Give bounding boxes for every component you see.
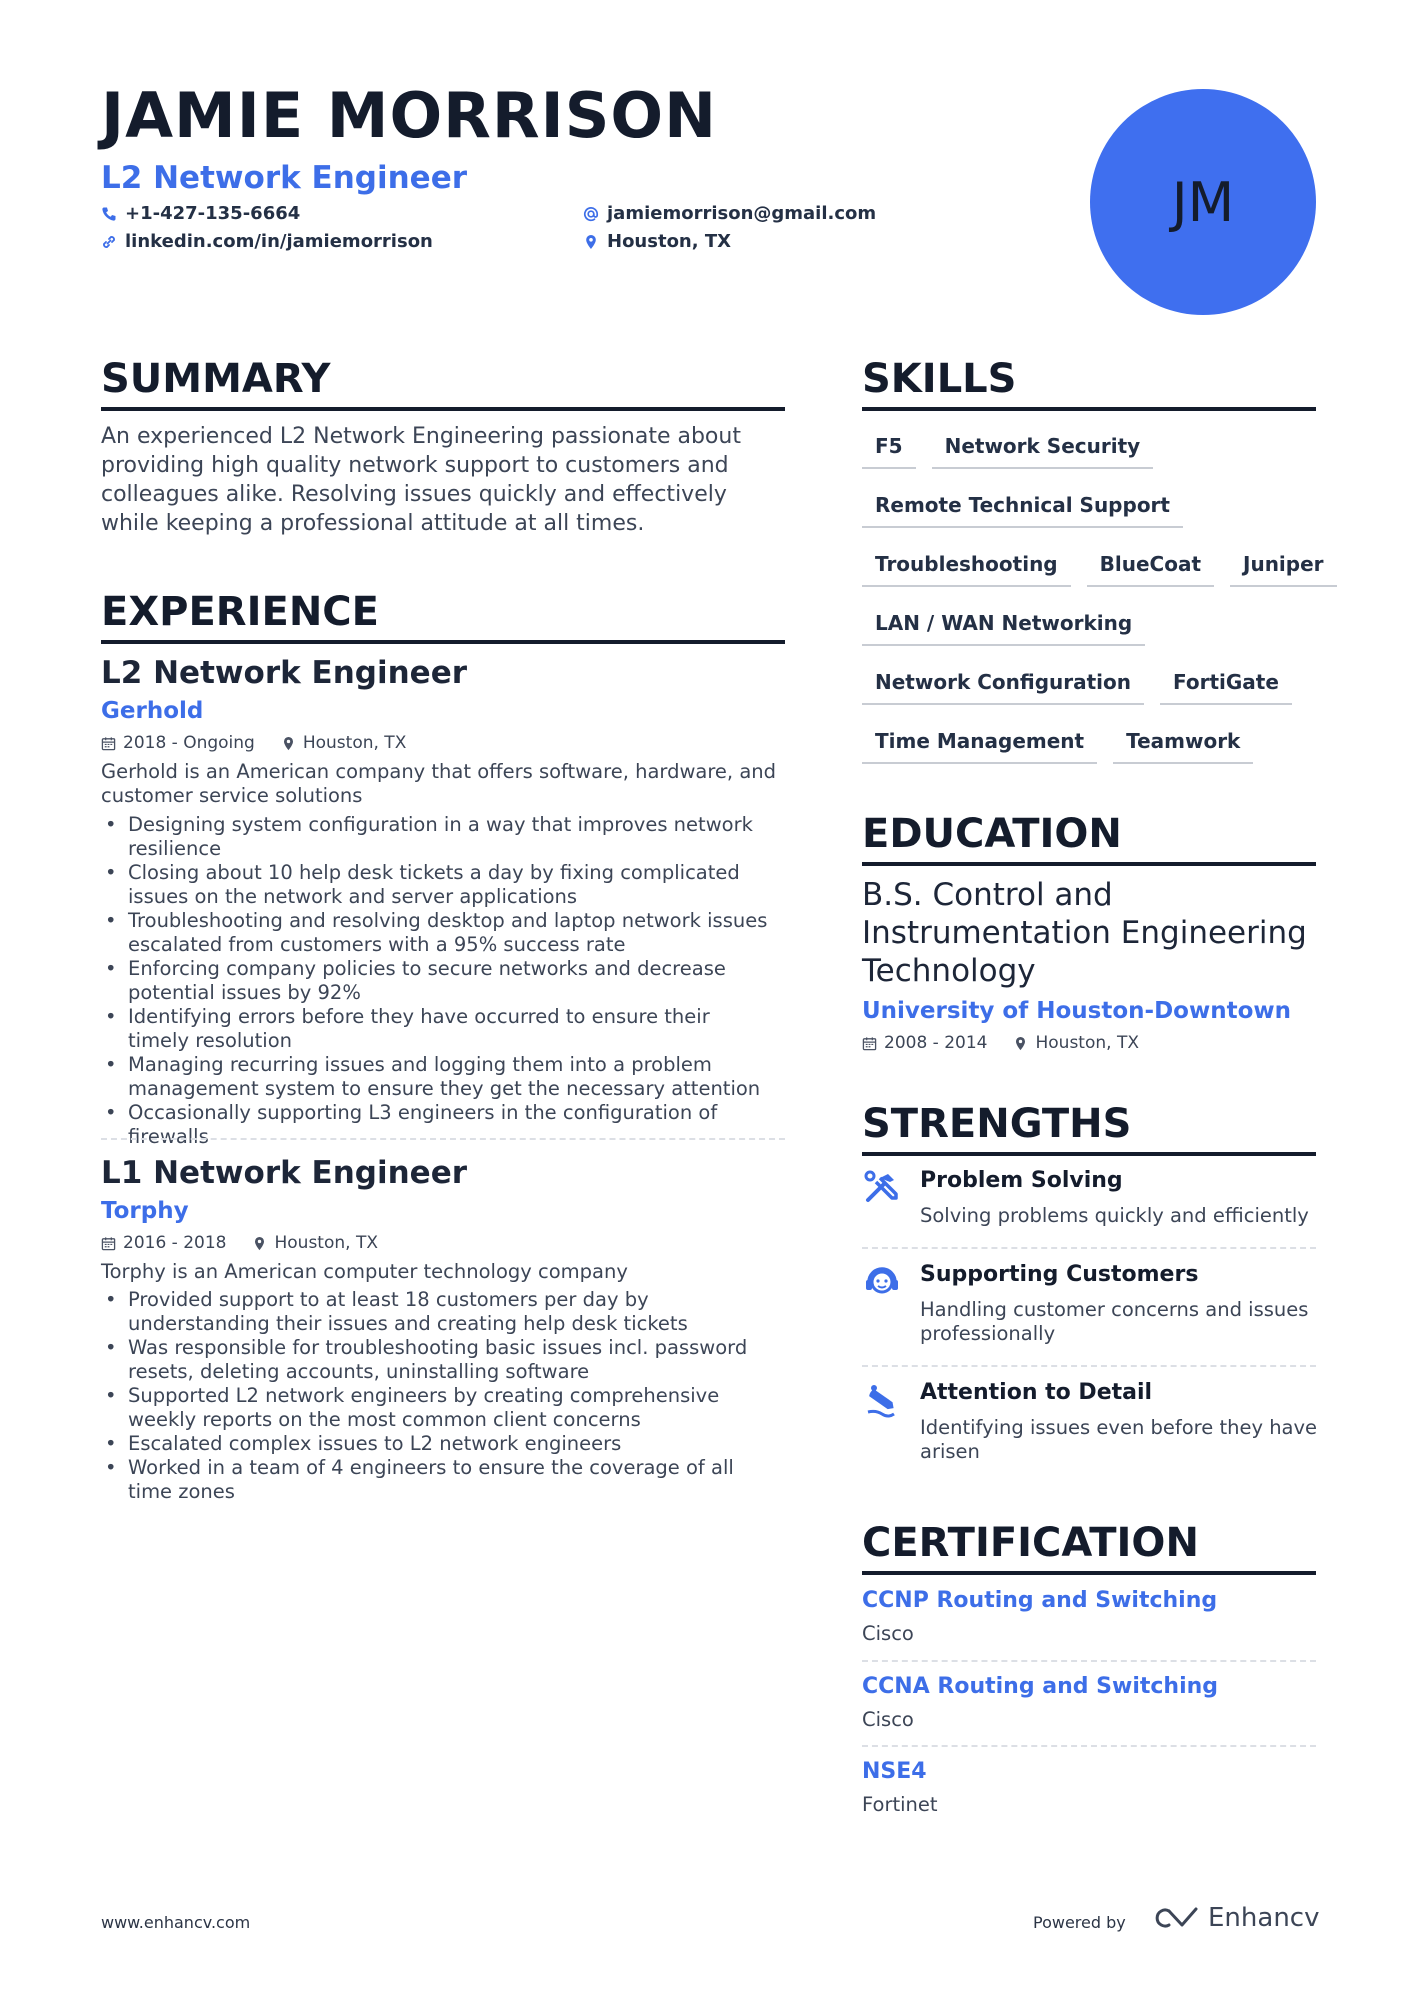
certification-issuer: Cisco <box>862 1708 914 1731</box>
skill-row <box>862 603 1322 662</box>
map-pin-icon <box>1013 1036 1028 1051</box>
education-dates-text: 2008 - 2014 <box>884 1033 988 1053</box>
company-name: Torphy <box>101 1198 189 1224</box>
brand-name: Enhancv <box>1208 1903 1320 1933</box>
email-text[interactable]: jamiemorrison@gmail.com <box>607 203 877 224</box>
strengths-heading: STRENGTHS <box>862 1102 1316 1156</box>
email-contact <box>583 203 876 224</box>
linkedin-text[interactable]: linkedin.com/in/jamiemorrison <box>125 231 433 252</box>
job-title: L2 Network Engineer <box>101 655 468 691</box>
job-location <box>252 1233 378 1253</box>
list-item: • Worked in a team of 4 engineers to ensure the coverage of all time zones <box>101 1456 771 1504</box>
education-heading: EDUCATION <box>862 812 1316 866</box>
job-location-text: Houston, TX <box>274 1233 378 1253</box>
job-location-text: Houston, TX <box>302 733 407 753</box>
at-icon <box>583 206 599 222</box>
website-link[interactable]: www.enhancv.com <box>101 1913 251 1932</box>
divider <box>101 1138 785 1140</box>
enhancv-logo-icon <box>1152 1905 1198 1931</box>
linkedin-contact <box>101 231 433 252</box>
degree-title: B.S. Control and Instrumentation Engineering Technology <box>862 877 1307 989</box>
skills-list <box>862 426 1322 780</box>
divider <box>862 1660 1316 1662</box>
phone-text[interactable]: +1-427-135-6664 <box>125 203 301 224</box>
location-contact <box>583 231 731 252</box>
education-location <box>1013 1033 1139 1053</box>
skill-row <box>862 544 1322 603</box>
skill-tag: F5 <box>862 426 916 469</box>
phone-icon <box>101 206 117 222</box>
calendar-icon <box>101 736 116 751</box>
skill-row <box>862 485 1322 544</box>
certification-issuer: Fortinet <box>862 1793 938 1816</box>
school-name: University of Houston-Downtown <box>862 998 1292 1024</box>
job-dates <box>101 733 255 753</box>
company-description: Torphy is an American computer technology company <box>101 1260 628 1283</box>
job-dates-text: 2016 - 2018 <box>123 1233 227 1253</box>
map-pin-icon <box>281 736 296 751</box>
job-dates <box>101 1233 226 1253</box>
avatar-initials: JM <box>1171 170 1235 234</box>
job-meta <box>101 733 406 753</box>
calendar-icon <box>101 1236 116 1251</box>
skill-tag: FortiGate <box>1160 662 1292 705</box>
skill-tag: Network Security <box>932 426 1154 469</box>
skill-tag: Teamwork <box>1113 721 1253 764</box>
company-name: Gerhold <box>101 698 204 724</box>
candidate-title: L2 Network Engineer <box>101 160 468 196</box>
list-item: • Closing about 10 help desk tickets a day by fixing complicated issues on the network and server applications <box>101 861 771 909</box>
skill-row <box>862 721 1322 780</box>
tools-icon <box>862 1168 902 1208</box>
list-item: • Provided support to at least 18 customers per day by understanding their issues and creating help desk tickets <box>101 1288 771 1336</box>
avatar <box>1090 89 1316 315</box>
list-item: • Was responsible for troubleshooting basic issues incl. password resets, deleting accounts, uninstalling software <box>101 1336 771 1384</box>
strength-title: Supporting Customers <box>920 1262 1199 1287</box>
skills-heading: SKILLS <box>862 357 1316 411</box>
skill-tag: Remote Technical Support <box>862 485 1183 528</box>
skill-tag: Time Management <box>862 721 1097 764</box>
candidate-name: JAMIE MORRISON <box>101 79 717 152</box>
summary-heading: SUMMARY <box>101 357 785 411</box>
education-meta <box>862 1033 1139 1053</box>
company-description: Gerhold is an American company that offers software, hardware, and customer service solutions <box>101 760 777 807</box>
skill-tag: LAN / WAN Networking <box>862 603 1145 646</box>
list-item: • Occasionally supporting L3 engineers in the configuration of firewalls <box>101 1101 771 1149</box>
certification-heading: CERTIFICATION <box>862 1521 1316 1575</box>
strength-description: Solving problems quickly and efficiently <box>920 1204 1309 1227</box>
list-item: • Supported L2 network engineers by creating comprehensive weekly reports on the most common client concerns <box>101 1384 771 1432</box>
strength-description: Handling customer concerns and issues professionally <box>920 1298 1309 1345</box>
map-pin-icon <box>583 234 599 250</box>
list-item: • Identifying errors before they have occurred to ensure their timely resolution <box>101 1005 771 1053</box>
list-item: • Escalated complex issues to L2 network engineers <box>101 1432 771 1456</box>
list-item: • Designing system configuration in a way that improves network resilience <box>101 813 771 861</box>
location-text: Houston, TX <box>607 231 732 252</box>
certification-name: NSE4 <box>862 1759 927 1784</box>
certification-name: CCNA Routing and Switching <box>862 1674 1219 1699</box>
skill-row <box>862 426 1322 485</box>
strength-description: Identifying issues even before they have arisen <box>920 1416 1318 1463</box>
headset-icon <box>862 1262 902 1302</box>
divider <box>862 1745 1316 1747</box>
experience-heading: EXPERIENCE <box>101 590 785 644</box>
bell-icon <box>862 1380 902 1420</box>
education-dates <box>862 1033 987 1053</box>
divider <box>862 1365 1316 1367</box>
powered-by-label: Powered by <box>1033 1913 1126 1932</box>
list-item: • Enforcing company policies to secure networks and decrease potential issues by 92% <box>101 957 771 1005</box>
summary-text: An experienced L2 Network Engineering passionate about providing high quality network support to customers and colleagues alike. Resolving issues quickly and effectively while keeping a professional attitude at all times. <box>101 424 741 536</box>
list-item: • Troubleshooting and resolving desktop and laptop network issues escalated from customers with a 95% success rate <box>101 909 771 957</box>
skill-tag: BlueCoat <box>1087 544 1214 587</box>
skill-tag: Juniper <box>1230 544 1337 587</box>
education-location-text: Houston, TX <box>1035 1033 1139 1053</box>
strength-title: Problem Solving <box>920 1168 1123 1193</box>
job-location <box>281 733 407 753</box>
job-title: L1 Network Engineer <box>101 1155 468 1191</box>
phone-contact <box>101 203 300 224</box>
calendar-icon <box>862 1036 877 1051</box>
strength-title: Attention to Detail <box>920 1380 1153 1405</box>
skill-tag: Network Configuration <box>862 662 1144 705</box>
job-meta <box>101 1233 378 1253</box>
certification-issuer: Cisco <box>862 1622 914 1645</box>
job-bullets <box>101 1288 771 1504</box>
job-bullets <box>101 813 771 1149</box>
certification-name: CCNP Routing and Switching <box>862 1588 1218 1613</box>
list-item: • Managing recurring issues and logging them into a problem management system to ensure they get the necessary attention <box>101 1053 771 1101</box>
link-icon <box>101 234 117 250</box>
brand-logo[interactable] <box>1152 1903 1319 1933</box>
map-pin-icon <box>252 1236 267 1251</box>
divider <box>862 1247 1316 1249</box>
job-dates-text: 2018 - Ongoing <box>123 733 255 753</box>
skill-row <box>862 662 1322 721</box>
skill-tag: Troubleshooting <box>862 544 1071 587</box>
